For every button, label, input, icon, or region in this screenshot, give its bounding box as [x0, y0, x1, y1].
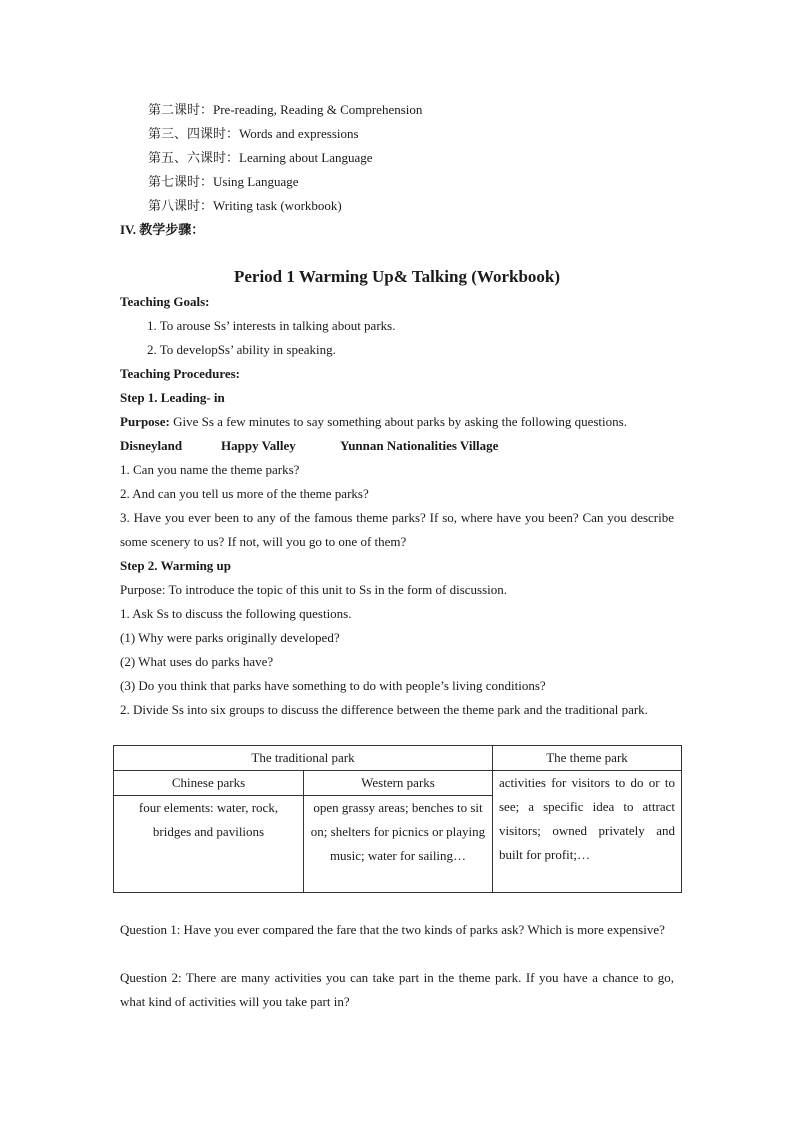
table-row [114, 746, 682, 771]
western-parks-cell: open grassy areas; benches to sit on; shelters for picnics or playing music; water for sailing… [304, 796, 493, 893]
sub-question: (2) What uses do parks have? [120, 654, 274, 669]
step2-ask: 1. Ask Ss to discuss the following questions. [120, 606, 352, 621]
schedule-item: 第二课时：Pre-reading, Reading & Comprehension [148, 102, 423, 117]
schedule-item: 第七课时：Using Language [148, 174, 299, 189]
schedule-item: 第八课时：Writing task (workbook) [148, 198, 342, 213]
schedule-item: 第三、四课时：Words and expressions [148, 126, 359, 141]
purpose-label: Purpose: [120, 414, 170, 429]
step1-purpose [120, 413, 627, 431]
teaching-goals-label: Teaching Goals: [120, 294, 210, 309]
header-theme: The theme park [493, 746, 682, 771]
question-item: 3. Have you ever been to any of the famous theme parks? If so, where have you been? Can you describe some scenery to us? If not, will you go to one of them? [120, 510, 674, 549]
park-name: Yunnan Nationalities Village [340, 438, 499, 453]
closing-question: Question 1: Have you ever compared the fare that the two kinds of parks ask? Which is more expensive? [120, 922, 665, 937]
procedures-label: Teaching Procedures: [120, 366, 241, 381]
sub-question: (3) Do you think that parks have something to do with people’s living conditions? [120, 678, 546, 693]
step2-divide: 2. Divide Ss into six groups to discuss the difference between the theme park and the traditional park. [120, 702, 648, 717]
closing-question: Question 2: There are many activities you can take part in the theme park. If you have a chance to go, what kind of activities will you take part in? [120, 970, 674, 1009]
parks-comparison-table [113, 745, 682, 893]
question-item: 1. Can you name the theme parks? [120, 462, 300, 477]
purpose-text: Give Ss a few minutes to say something about parks by asking the following questions. [169, 414, 627, 429]
schedule-item: 第五、六课时：Learning about Language [148, 150, 373, 165]
park-name: Disneyland [120, 438, 183, 453]
subheader-western: Western parks [304, 771, 493, 796]
sub-question: (1) Why were parks originally developed? [120, 630, 340, 645]
period-title: Period 1 Warming Up& Talking (Workbook) [233, 267, 561, 286]
subheader-chinese: Chinese parks [114, 771, 304, 796]
chinese-parks-cell: four elements: water, rock, bridges and pavilions [114, 796, 304, 893]
park-name: Happy Valley [221, 438, 296, 453]
goal-item: 2. To developSs’ ability in speaking. [147, 342, 336, 357]
goal-item: 1. To arouse Ss’ interests in talking about parks. [147, 318, 396, 333]
table-row [114, 771, 682, 796]
section-heading: IV. 教学步骤： [120, 222, 205, 237]
theme-park-cell: activities for visitors to do or to see; a specific idea to attract visitors; owned privately and built for profit;… [493, 771, 682, 893]
step2-heading: Step 2. Warming up [120, 558, 232, 573]
question-item: 2. And can you tell us more of the theme parks? [120, 486, 369, 501]
step2-purpose: Purpose: To introduce the topic of this unit to Ss in the form of discussion. [120, 582, 508, 597]
step1-heading: Step 1. Leading- in [120, 390, 225, 405]
header-traditional: The traditional park [114, 746, 493, 771]
